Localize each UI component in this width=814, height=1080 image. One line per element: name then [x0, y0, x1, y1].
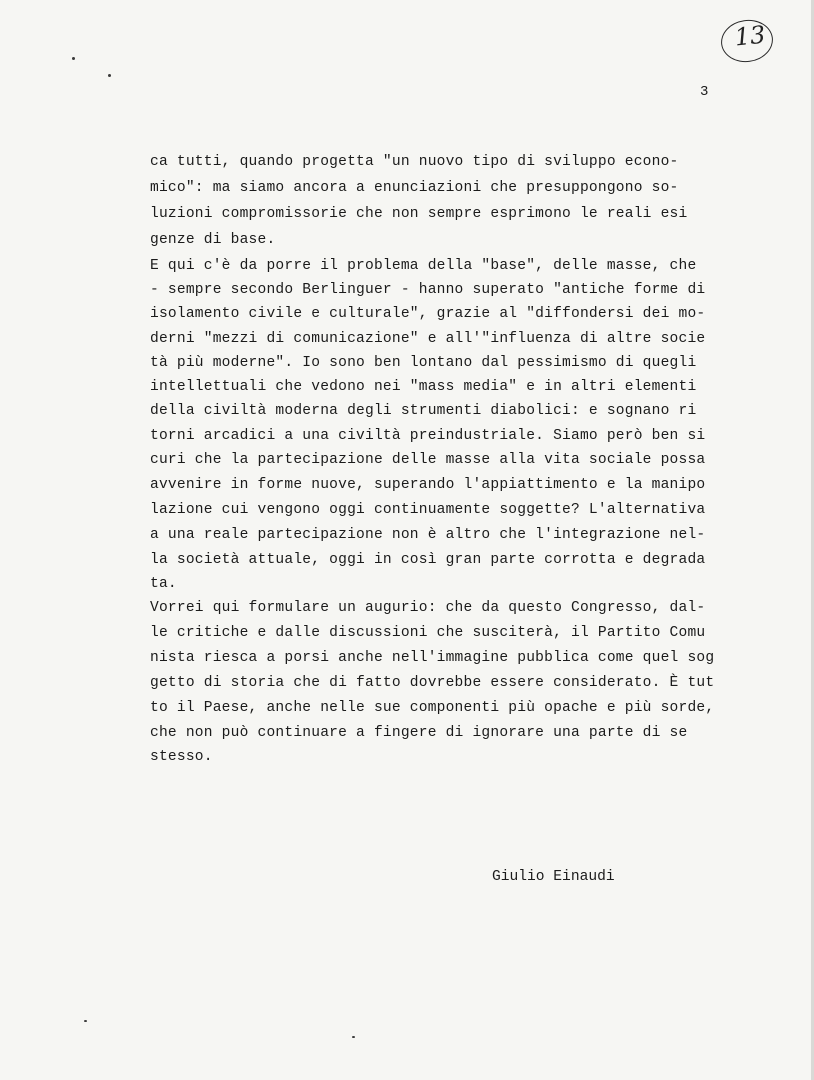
body-line: intellettuali che vedono nei "mass media" e in altri elementi	[150, 379, 697, 395]
body-line: le critiche e dalle discussioni che susciterà, il Partito Comu	[150, 625, 706, 641]
body-line: nista riesca a porsi anche nell'immagine pubblica come quel sog	[150, 650, 715, 666]
body-line: Vorrei qui formulare un augurio: che da questo Congresso, dal-	[150, 600, 706, 616]
body-line: to il Paese, anche nelle sue componenti più opache e più sorde,	[150, 700, 715, 716]
body-line: ta.	[150, 576, 177, 592]
body-line: a una reale partecipazione non è altro che l'integrazione nel-	[150, 527, 706, 543]
body-line: torni arcadici a una civiltà preindustriale. Siamo però ben si	[150, 428, 706, 444]
body-line: mico": ma siamo ancora a enunciazioni che presuppongono so-	[150, 180, 679, 196]
body-line: la società attuale, oggi in così gran parte corrotta e degrada	[150, 552, 706, 568]
page-number: 3	[700, 84, 709, 100]
body-line: - sempre secondo Berlinguer - hanno superato "antiche forme di	[150, 282, 706, 298]
body-line: ca tutti, quando progetta "un nuovo tipo di sviluppo econo-	[150, 154, 679, 170]
signature: Giulio Einaudi	[492, 869, 615, 885]
body-line: getto di storia che di fatto dovrebbe essere considerato. È tut	[150, 675, 715, 691]
body-line: avvenire in forme nuove, superando l'appiattimento e la manipo	[150, 477, 706, 493]
body-line: stesso.	[150, 749, 213, 765]
scan-speck	[72, 57, 75, 60]
scan-speck	[84, 1020, 87, 1022]
scan-speck	[108, 74, 111, 77]
scan-speck	[352, 1036, 355, 1038]
body-line: E qui c'è da porre il problema della "base", delle masse, che	[150, 258, 697, 274]
body-line: genze di base.	[150, 232, 276, 248]
body-line: derni "mezzi di comunicazione" e all'"influenza di altre socie	[150, 331, 706, 347]
body-line: luzioni compromissorie che non sempre esprimono le reali esi	[150, 206, 688, 222]
folio-number: 13	[733, 20, 767, 52]
body-line: tà più moderne". Io sono ben lontano dal pessimismo di quegli	[150, 355, 697, 371]
body-line: della civiltà moderna degli strumenti diabolici: e sognano ri	[150, 403, 697, 419]
body-line: lazione cui vengono oggi continuamente soggette? L'alternativa	[150, 502, 706, 518]
body-line: che non può continuare a fingere di ignorare una parte di se	[150, 725, 688, 741]
body-line: isolamento civile e culturale", grazie al "diffondersi dei mo-	[150, 306, 706, 322]
body-line: curi che la partecipazione delle masse alla vita sociale possa	[150, 452, 706, 468]
